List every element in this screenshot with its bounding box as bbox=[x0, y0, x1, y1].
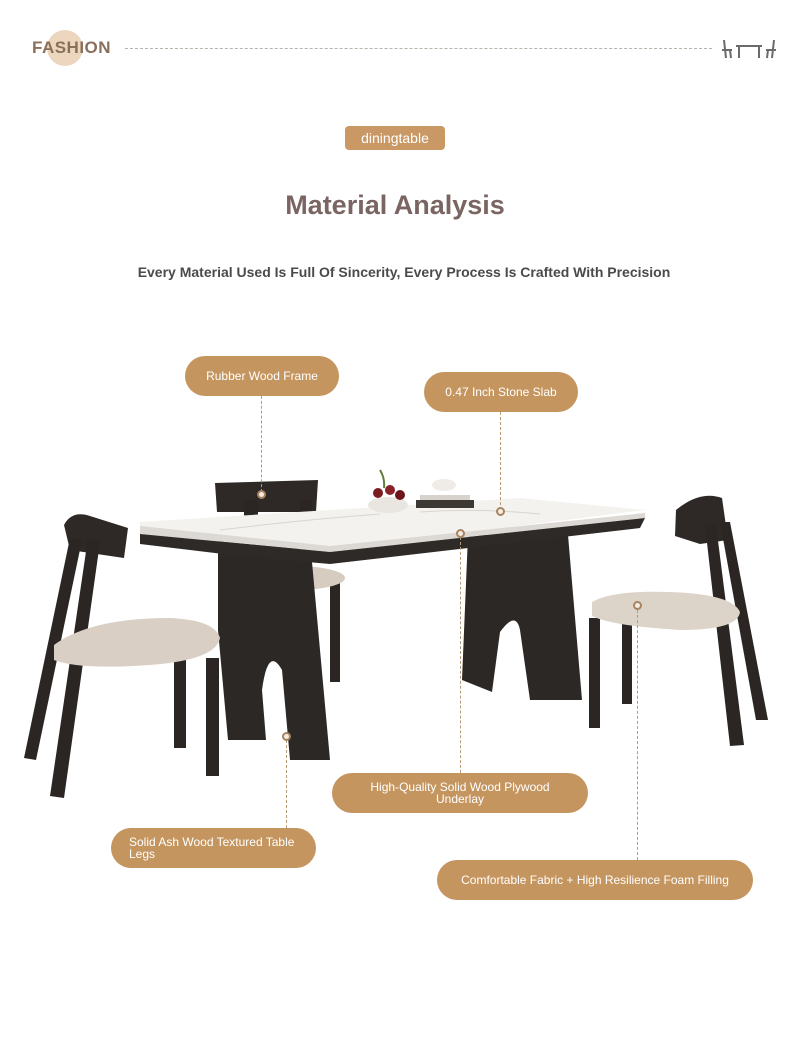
left-chair bbox=[24, 514, 220, 798]
leader-line-frame bbox=[261, 396, 262, 492]
callout-stone-slab: 0.47 Inch Stone Slab bbox=[424, 372, 578, 412]
header-divider bbox=[125, 48, 712, 49]
category-tag: diningtable bbox=[345, 126, 445, 150]
brand-logo-text: FASHION bbox=[32, 38, 112, 57]
page-title: Material Analysis bbox=[285, 190, 505, 220]
callout-ash-wood-legs: Solid Ash Wood Textured Table Legs bbox=[111, 828, 316, 868]
leader-line-fabric bbox=[637, 610, 638, 860]
table-legs bbox=[218, 535, 582, 760]
marker-dot-legs bbox=[282, 732, 291, 741]
right-chair bbox=[589, 496, 768, 746]
marker-dot-stone bbox=[496, 507, 505, 516]
marker-dot-frame bbox=[257, 490, 266, 499]
table-decor bbox=[368, 470, 474, 513]
page-subtitle: Every Material Used Is Full Of Sincerity, Every Process Is Crafted With Precision bbox=[137, 264, 671, 280]
leader-line-legs bbox=[286, 740, 287, 828]
callout-fabric-foam: Comfortable Fabric + High Resilience Foam Filling bbox=[437, 860, 753, 900]
leader-line-stone bbox=[500, 412, 501, 510]
callout-rubber-wood-frame: Rubber Wood Frame bbox=[185, 356, 339, 396]
leader-line-plywood bbox=[460, 537, 461, 773]
marker-dot-plywood bbox=[456, 529, 465, 538]
marker-dot-fabric bbox=[633, 601, 642, 610]
callout-plywood-underlay: High-Quality Solid Wood Plywood Underlay bbox=[332, 773, 588, 813]
dining-set-icon bbox=[720, 36, 778, 60]
